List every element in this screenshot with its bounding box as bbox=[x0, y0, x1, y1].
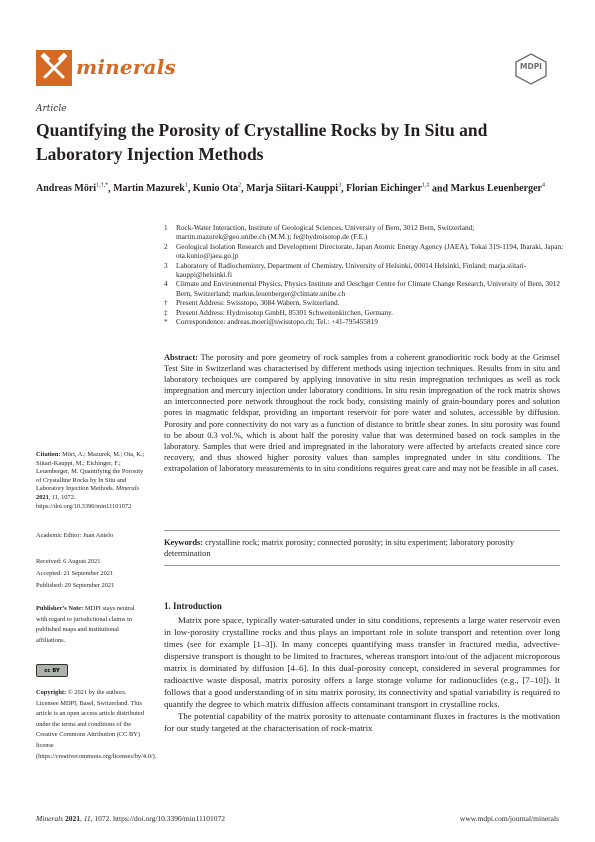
author[interactable]: Martin Mazurek$^1$ bbox=[113, 183, 188, 195]
affiliations bbox=[164, 223, 564, 326]
affiliation-item: 1 Rock-Water Interaction, Institute of Geological Sciences, University of Bern, 3012 Bern, Switzerland; martin.mazurek@geo.unibe.ch (M.M.); fe@hydroisotop.de (F.E.) bbox=[164, 223, 475, 242]
article-type: Article bbox=[36, 104, 67, 114]
footer-journal-url[interactable]: www.mdpi.com/journal/minerals bbox=[459, 814, 559, 823]
affiliation-item: † Present Address: Swisstopo, 3084 Wabern, Switzerland. bbox=[164, 298, 340, 308]
affiliation-item: * Correspondence: andreas.moeri@swisstopo.ch; Tel.: +41-795455819 bbox=[164, 317, 378, 327]
author-list: Andreas Möri$^{1,\dagger,*}$, Martin Mazurek$^1$, Kunio Ota$^2$, Marja Siitari-Kauppi$^3$, Florian Eichinger$^{1,\ddagger}$ and Markus Leuenberger$^4$ bbox=[36, 183, 545, 195]
article-title: Quantifying the Porosity of Crystalline Rocks by In Situ and Laboratory Injection Methods bbox=[36, 120, 488, 164]
keywords-text: crystalline rock; matrix porosity; connected porosity; in situ experiment; laboratory porosity determination bbox=[164, 538, 515, 559]
author[interactable]: Florian Eichinger$^{1,\ddagger}$ bbox=[346, 183, 430, 195]
body-text bbox=[164, 614, 560, 734]
affiliation-item: ‡ Present Address: Hydroisotop GmbH, 85301 Schweitenkirchen, Germany. bbox=[164, 307, 393, 317]
keywords-label: Keywords: bbox=[164, 538, 204, 547]
paragraph: The potential capability of the matrix porosity to attenuate contaminant fluxes in fractures is the motivation for our study targeted at the characterisation of rock-matrix bbox=[164, 711, 560, 733]
publisher-name: MDPI bbox=[520, 62, 542, 71]
citation-block: Citation: Möri, A.; Mazurek, M.; Ota, K.; Siitari-Kauppi, M.; Eichinger, F.; Leuenberger, M. Quantifying the Porosity of Crystalline Rocks by In Situ and Laboratory Injection Methods. Minerals 2021, 11, 1072. https://doi.org/10.3390/min11101072 bbox=[36, 451, 145, 510]
cc-by-icon: cc BY bbox=[36, 664, 68, 677]
author[interactable]: Kunio Ota$^2$ bbox=[192, 183, 242, 195]
publisher-note: Publisher’s Note: MDPI stays neutral with regard to jurisdictional claims in published maps and institutional affiliations. bbox=[36, 605, 135, 644]
author[interactable]: Andreas Möri$^{1,\dagger,*}$ bbox=[36, 183, 109, 195]
abstract bbox=[164, 352, 560, 474]
journal-name: minerals bbox=[76, 55, 176, 79]
journal-logo-icon bbox=[36, 50, 72, 86]
footer-citation: Minerals 2021, 11, 1072. https://doi.org/10.3390/min11101072 bbox=[36, 814, 225, 823]
author[interactable]: Marja Siitari-Kauppi$^3$ bbox=[246, 183, 342, 195]
copyright-notice: Copyright: © 2021 by the authors. Licensee MDPI, Basel, Switzerland. This article is an open access article distributed under the terms and conditions of the Creative Commons Attribution (CC BY) license (https://creativecommons.org/licenses/by/4.0/). bbox=[36, 689, 157, 760]
affiliation-item: 4 Climate and Environmental Physics, Physics Institute and Oeschger Centre for Climate Change Research, University of Bern, 3012 Bern, Switzerland; markus.leuenberger@climate.unibe.ch bbox=[164, 279, 561, 298]
abstract-label: Abstract: bbox=[164, 353, 198, 362]
section-heading: 1. Introduction bbox=[164, 601, 222, 611]
academic-editor: Academic Editor: Juan Antelo bbox=[36, 532, 114, 539]
received-date: Received: 6 August 2021 bbox=[36, 558, 101, 565]
published-date: Published: 29 September 2021 bbox=[36, 582, 115, 589]
keywords bbox=[164, 537, 560, 559]
citation-doi-link[interactable]: https://doi.org/10.3390/min11101072 bbox=[36, 502, 132, 510]
abstract-text: The porosity and pore geometry of rock samples from a coherent granodioritic rock body at the Grimsel Test Site in Switzerland was characterised by different methods using injection techniques. Results from in situ and laboratory techniques are compared by applying innovative in situ resin impregnation techniques as well as rock impregnation and mercury injection under laboratory conditions. In situ resin impregnation of the rock matrix shows an interconnected pore network throughout the rock body, consisting mainly of grain-boundary pores and solution pores in magmatic feldspar, providing an important reservoir for pore water and solutes, accessible by diffusion. Porosity and pore connectivity do not vary as a function of distance to brittle shear zones. In situ porosity was found to be about 0.3 vol.%, which is about half the porosity value that was determined based on rock samples in the laboratory. Samples that were dried and impregnated in the laboratory were affected by artefacts created since core recovery, and thus showed higher porosity values than samples impregnated under in situ conditions. The extrapolation of laboratory measurements to in situ conditions requires great care and may not be feasible in all cases. bbox=[164, 353, 560, 473]
divider bbox=[164, 530, 560, 531]
affiliation-item: 2 Geological Isolation Research and Development Directorate, Japan Atomic Energy Agency (JAEA), Tokai 319-1194, Ibaraki, Japan; ota.kunio@jaea.go.jp bbox=[164, 241, 564, 261]
cc-license-badge[interactable] bbox=[36, 664, 146, 681]
paragraph: Matrix pore space, typically water-saturated under in situ conditions, represents a large water reservoir even in low-porosity crystalline rocks and thus plays an important role in solute transport and retention over long times (see for example [1–3]). In many concepts quantifying mass transfer in fractured media, advective-dispersive transport is thought to be limited to fractures, whereas transport into/out of the adjacent microporous matrix is dominated by diffusion [4–6]. In this dual-porosity concept, considered in several programmes for radioactive waste disposal, matrix porosity offers a large storage volume for radionuclides (e.g., [7–10]). It follows that a good understanding of in situ matrix porosity, its connectivity and spatial variability is required to quantify the degree to which matrix diffusion affects contaminant transport in crystalline rocks. bbox=[164, 615, 560, 709]
divider bbox=[164, 565, 560, 566]
affiliation-item: 3 Laboratory of Radiochemistry, Department of Chemistry, University of Helsinki, 00014 Helsinki, Finland; marja.siitari-kauppi@helsinki.fi bbox=[164, 260, 527, 280]
author[interactable]: Markus Leuenberger$^4$ bbox=[450, 183, 545, 195]
accepted-date: Accepted: 21 September 2021 bbox=[36, 570, 114, 577]
